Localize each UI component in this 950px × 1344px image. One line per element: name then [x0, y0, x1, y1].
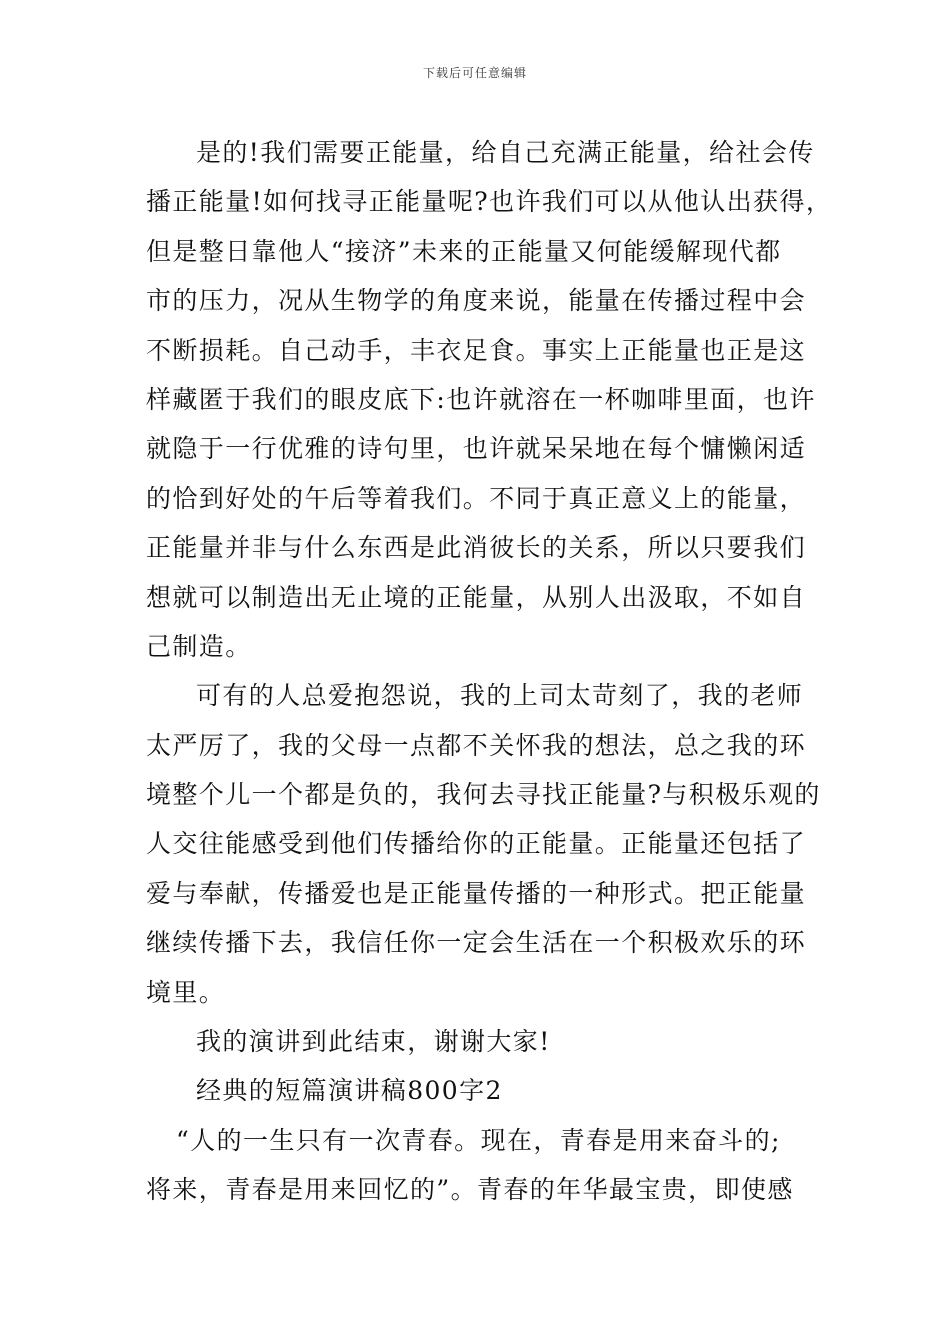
text-line: 是的!我们需要正能量，给自己充满正能量，给社会传 [196, 138, 815, 167]
text-line: 不断损耗。自己动手，丰衣足食。事实上正能量也正是这 [146, 335, 807, 365]
text-line: 人交往能感受到他们传播给你的正能量。正能量还包括了 [146, 829, 807, 859]
text-line: 太严厉了，我的父母一点都不关怀我的想法，总之我的环 [146, 730, 807, 760]
closing-line: 我的演讲到此结束，谢谢大家! [196, 1027, 551, 1057]
text-line: 将来，青春是用来回忆的”。青春的年华最宝贵，即使感 [146, 1175, 794, 1205]
text-line: 境整个儿一个都是负的，我何去寻找正能量?与积极乐观的 [146, 780, 821, 810]
text-line: 播正能量!如何找寻正能量呢?也许我们可以从他认出获得， [146, 187, 833, 217]
text-line: 但是整日靠他人“接济”未来的正能量又何能缓解现代都 [146, 236, 782, 266]
text-line: 想就可以制造出无止境的正能量，从别人出汲取，不如自 [146, 582, 807, 612]
text-line: 的恰到好处的午后等着我们。不同于真正意义上的能量， [146, 483, 807, 513]
text-line: 样藏匿于我们的眼皮底下:也许就溶在一杯咖啡里面，也许 [146, 384, 816, 414]
text-line: 继续传播下去，我信任你一定会生活在一个积极欢乐的环 [146, 928, 807, 958]
text-line: 就隐于一行优雅的诗句里，也许就呆呆地在每个慵懒闲适 [146, 434, 807, 464]
text-line: 可有的人总爱抱怨说，我的上司太苛刻了，我的老师 [196, 681, 804, 711]
text-line: 正能量并非与什么东西是此消彼长的关系，所以只要我们 [146, 533, 807, 563]
page-header: 下载后可任意编辑 [422, 66, 527, 80]
text-line: 己制造。 [146, 631, 252, 661]
text-line: 境里。 [146, 977, 226, 1007]
document-body [146, 128, 833, 1215]
text-line: “人的一生只有一次青春。现在，青春是用来奋斗的; [176, 1125, 781, 1155]
text-line: 市的压力，况从生物学的角度来说，能量在传播过程中会 [146, 286, 807, 316]
text-line: 爱与奉献，传播爱也是正能量传播的一种形式。把正能量 [146, 878, 807, 908]
section-title: 经典的短篇演讲稿800字2 [196, 1076, 503, 1106]
